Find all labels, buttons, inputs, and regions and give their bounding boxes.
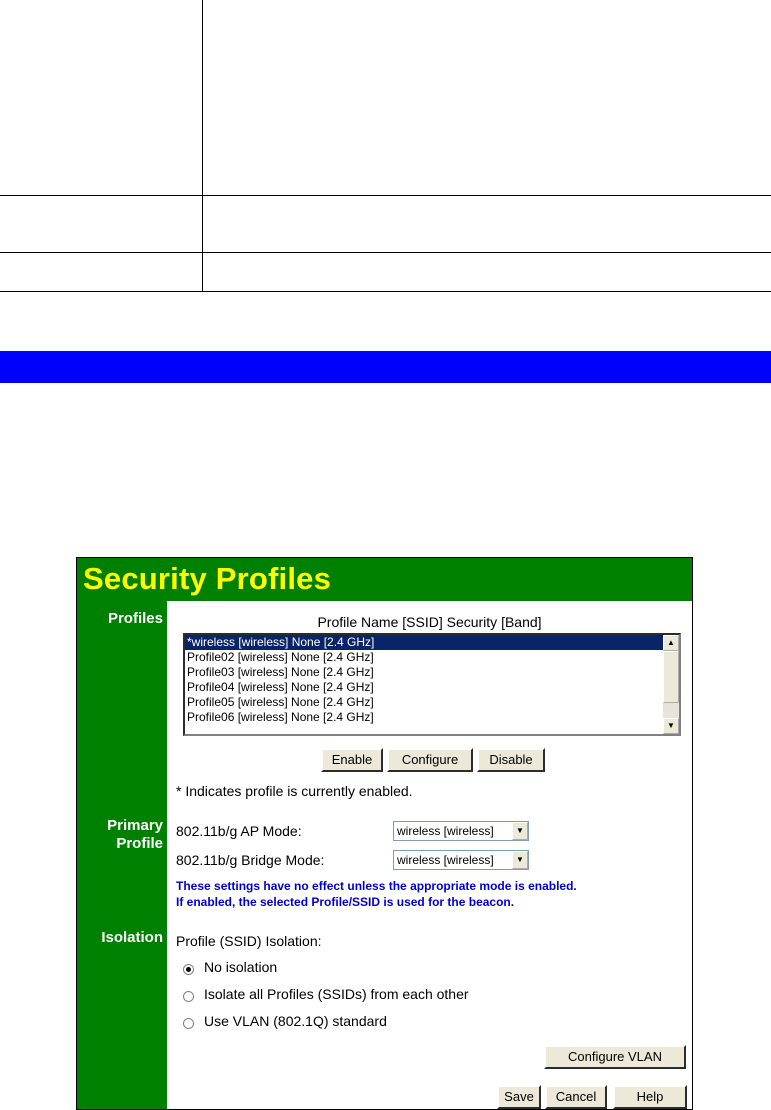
section-heading-bar xyxy=(0,351,771,383)
section-label-primary xyxy=(77,817,163,853)
bridge-mode-select[interactable] xyxy=(393,850,529,870)
isolation-label: Profile (SSID) Isolation: xyxy=(176,933,322,949)
scrollbar-thumb[interactable] xyxy=(663,651,679,703)
security-profiles-panel xyxy=(76,557,693,1110)
ap-mode-label: 802.11b/g AP Mode: xyxy=(176,823,302,839)
enable-button[interactable]: Enable xyxy=(321,748,383,772)
section-label-primary-line1: Primary xyxy=(107,817,163,834)
page-title: Security Profiles xyxy=(83,561,332,596)
table-row-divider xyxy=(0,195,771,196)
content-area xyxy=(167,601,692,1109)
help-button[interactable]: Help xyxy=(613,1085,687,1109)
disable-button[interactable]: Disable xyxy=(477,748,545,772)
list-item[interactable]: Profile05 [wireless] None [2.4 GHz] xyxy=(187,695,374,709)
list-item[interactable]: *wireless [wireless] None [2.4 GHz] xyxy=(185,635,663,650)
save-button[interactable]: Save xyxy=(497,1085,541,1109)
bridge-mode-label: 802.11b/g Bridge Mode: xyxy=(176,852,325,868)
list-item[interactable]: Profile02 [wireless] None [2.4 GHz] xyxy=(187,650,374,664)
cancel-button[interactable]: Cancel xyxy=(545,1085,607,1109)
profile-listbox[interactable] xyxy=(183,633,681,736)
section-label-isolation: Isolation xyxy=(101,929,163,946)
table-row-divider xyxy=(0,252,771,253)
chevron-down-icon[interactable]: ▼ xyxy=(512,851,528,869)
radio-isolate-all[interactable] xyxy=(183,991,194,1002)
primary-profile-note-line2: If enabled, the selected Profile/SSID is used for the beacon. xyxy=(176,895,515,909)
list-item[interactable]: Profile04 [wireless] None [2.4 GHz] xyxy=(187,680,374,694)
radio-no-isolation[interactable] xyxy=(183,964,194,975)
profile-list-items xyxy=(185,635,663,725)
section-label-primary-line2: Profile xyxy=(116,835,163,852)
list-item[interactable]: Profile06 [wireless] None [2.4 GHz] xyxy=(187,710,374,724)
table-bottom-border xyxy=(0,291,771,292)
configure-vlan-button[interactable]: Configure VLAN xyxy=(544,1045,686,1069)
triangle-up-icon[interactable]: ▲ xyxy=(663,635,679,651)
primary-profile-note-line1: These settings have no effect unless the appropriate mode is enabled. xyxy=(176,879,577,893)
document-table xyxy=(0,0,771,292)
configure-button[interactable]: Configure xyxy=(387,748,473,772)
listbox-scrollbar[interactable] xyxy=(663,635,679,734)
profile-list-header: Profile Name [SSID] Security [Band] xyxy=(317,614,542,630)
bridge-mode-value: wireless [wireless] xyxy=(397,853,494,867)
ap-mode-select[interactable] xyxy=(393,821,529,841)
triangle-down-icon[interactable]: ▼ xyxy=(663,718,679,734)
radio-use-vlan-label: Use VLAN (802.1Q) standard xyxy=(204,1013,387,1029)
enabled-profile-note: * Indicates profile is currently enabled. xyxy=(176,783,413,799)
radio-use-vlan[interactable] xyxy=(183,1018,194,1029)
section-label-profiles: Profiles xyxy=(107,610,163,627)
radio-no-isolation-label: No isolation xyxy=(204,959,278,975)
radio-isolate-all-label: Isolate all Profiles (SSIDs) from each other xyxy=(204,986,469,1002)
chevron-down-icon[interactable]: ▼ xyxy=(512,822,528,840)
list-item[interactable]: Profile03 [wireless] None [2.4 GHz] xyxy=(187,665,374,679)
ap-mode-value: wireless [wireless] xyxy=(397,824,494,838)
table-column-divider xyxy=(202,0,203,292)
